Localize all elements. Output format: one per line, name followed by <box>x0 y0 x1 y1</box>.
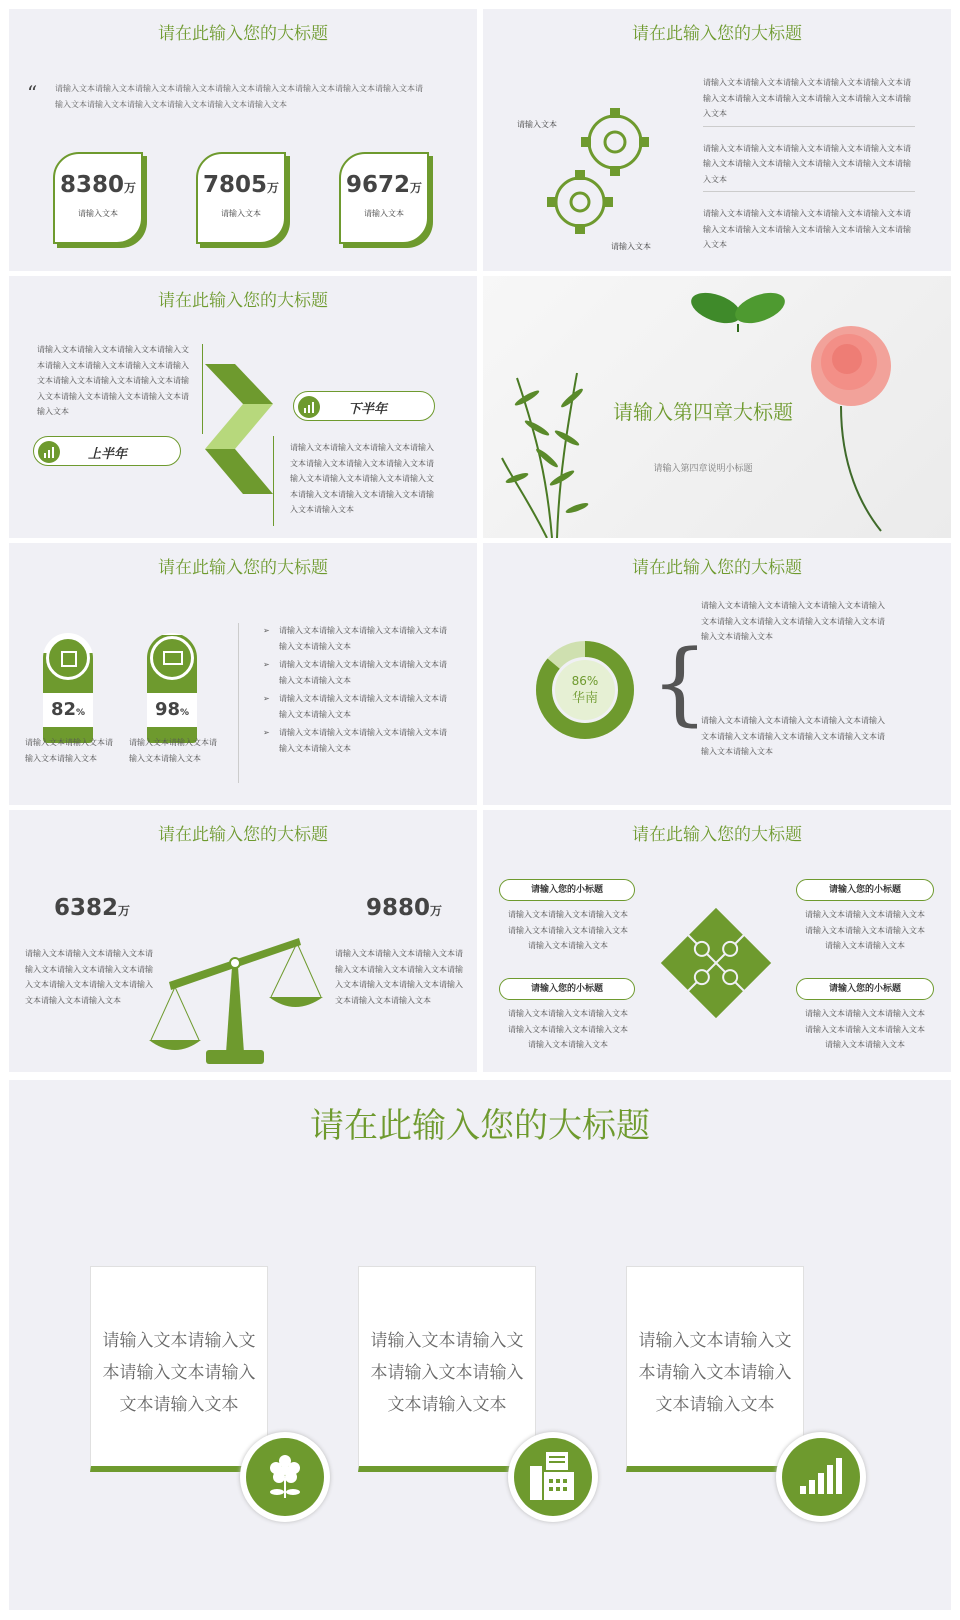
flower-icon <box>240 1432 330 1522</box>
right-text: 请输入文本请输入文本请输入文本请输入文本请输入文本请输入文本请输入文本请输入文本请输入文本请输入文本请输入文本请输入文本请输入文本请输入文本请输入文本请输入文本 <box>290 443 434 514</box>
chart-icon <box>37 440 61 464</box>
chart-icon <box>297 395 321 419</box>
text-top: 请输入文本请输入文本请输入文本请输入文本请输入文本请输入文本请输入文本请输入文本请输入文本请输入文本请输入文本 <box>701 601 885 641</box>
stat-unit: 万 <box>124 181 137 195</box>
list-item: ➢ 请输入文本请输入文本请输入文本请输入文本请输入文本请输入文本 <box>263 660 447 685</box>
slide-7 <box>9 810 477 1072</box>
left-text: 请输入文本请输入文本请输入文本请输入文本请输入文本请输入文本请输入文本请输入文本请输入文本请输入文本请输入文本请输入文本 <box>25 949 153 1005</box>
sub-text: 请输入文本请输入文本请输入文本请输入文本请输入文本请输入文本请输入文本请输入文本 <box>508 1009 628 1049</box>
text-bottom: 请输入文本请输入文本请输入文本请输入文本请输入文本请输入文本请输入文本请输入文本请输入文本请输入文本请输入文本 <box>701 716 885 756</box>
stat-label: 请输入文本 <box>364 209 404 218</box>
para-1: 请输入文本请输入文本请输入文本请输入文本请输入文本请输入文本请输入文本请输入文本请输入文本请输入文本请输入文本 <box>703 75 915 127</box>
first-half-label: 上半年 <box>88 447 128 462</box>
para-2: 请输入文本请输入文本请输入文本请输入文本请输入文本请输入文本请输入文本请输入文本请输入文本请输入文本请输入文本 <box>703 127 915 193</box>
stat-card-2 <box>196 152 286 244</box>
list-item: ➢ 请输入文本请输入文本请输入文本请输入文本请输入文本请输入文本 <box>263 728 447 753</box>
rose-icon <box>801 316 921 536</box>
slide-2 <box>483 9 951 271</box>
slide-title: 请在此输入您的大标题 <box>158 558 328 578</box>
list-item: ➢ 请输入文本请输入文本请输入文本请输入文本请输入文本请输入文本 <box>263 626 447 651</box>
right-number: 9880 <box>366 895 431 921</box>
left-number: 6382 <box>54 895 119 921</box>
fax-icon <box>508 1432 598 1522</box>
slide-title: 请在此输入您的大标题 <box>632 825 802 845</box>
sub-text: 请输入文本请输入文本请输入文本请输入文本请输入文本请输入文本请输入文本请输入文本 <box>805 910 925 950</box>
first-half-badge <box>33 436 181 466</box>
gears-icon <box>545 104 665 244</box>
second-half-badge <box>293 391 435 421</box>
puzzle-icon <box>655 902 777 1024</box>
stat-unit: 万 <box>267 181 280 195</box>
subtitle-pill: 请输入您的小标题 <box>796 879 934 901</box>
leaves-icon <box>688 284 788 334</box>
progress-pill-2 <box>147 633 197 743</box>
slide-1 <box>9 9 477 271</box>
rosemary-plant-icon <box>497 358 607 538</box>
stat-number: 9672 <box>345 172 410 198</box>
para-3: 请输入文本请输入文本请输入文本请输入文本请输入文本请输入文本请输入文本请输入文本请输入文本请输入文本请输入文本 <box>703 209 911 249</box>
big-slide-title: 请在此输入您的大标题 <box>310 1106 650 1146</box>
bullet-list <box>263 623 449 756</box>
right-unit: 万 <box>430 904 443 918</box>
progress-unit: % <box>76 708 86 718</box>
gear-label-top: 请输入文本 <box>517 120 557 129</box>
text-card-1 <box>90 1266 268 1472</box>
list-item: ➢ 请输入文本请输入文本请输入文本请输入文本请输入文本请输入文本 <box>263 694 447 719</box>
sub-text: 请输入文本请输入文本请输入文本请输入文本请输入文本请输入文本请输入文本请输入文本 <box>508 910 628 950</box>
bar-chart-icon <box>776 1432 866 1522</box>
gear-label-bottom: 请输入文本 <box>611 242 651 251</box>
stat-number: 8380 <box>59 172 124 198</box>
slide-title: 请在此输入您的大标题 <box>632 558 802 578</box>
slide-6 <box>483 543 951 805</box>
subtitle-pill: 请输入您的小标题 <box>499 879 635 901</box>
balance-scale-icon <box>149 935 339 1070</box>
slide-4 <box>483 276 951 538</box>
second-half-label: 下半年 <box>348 402 388 417</box>
stat-number: 7805 <box>202 172 267 198</box>
slide-title: 请在此输入您的大标题 <box>158 24 328 44</box>
safe-icon <box>46 636 90 680</box>
text-card-2 <box>358 1266 536 1472</box>
stat-unit: 万 <box>410 181 423 195</box>
quote-text: 请输入文本请输入文本请输入文本请输入文本请输入文本请输入文本请输入文本请输入文本请输入文本请输入文本请输入文本请输入文本请输入文本请输入文本请输入文本 <box>55 84 423 109</box>
progress-number: 98 <box>154 699 181 720</box>
progress-pill-1 <box>43 633 93 743</box>
stat-label: 请输入文本 <box>78 209 118 218</box>
presentation-icon <box>150 636 194 680</box>
text-card-3 <box>626 1266 804 1472</box>
subtitle-pill: 请输入您的小标题 <box>499 978 635 1000</box>
card-text: 请输入文本请输入文本请输入文本请输入文本请输入文本 <box>370 1331 524 1415</box>
subtitle-pill: 请输入您的小标题 <box>796 978 934 1000</box>
progress-number: 82 <box>50 699 77 720</box>
slide-title: 请在此输入您的大标题 <box>158 825 328 845</box>
slide-9 <box>9 1080 951 1610</box>
left-text: 请输入文本请输入文本请输入文本请输入文本请输入文本请输入文本请输入文本请输入文本请输入文本请输入文本请输入文本请输入文本请输入文本请输入文本请输入文本请输入文本 <box>37 345 189 416</box>
stat-card-3 <box>339 152 429 244</box>
slide-5 <box>9 543 477 805</box>
brace-icon: { <box>651 631 709 736</box>
chapter-subtitle: 请输入第四章说明小标题 <box>653 464 753 474</box>
percent-label: 86% <box>571 674 599 688</box>
caption-1: 请输入文本请输入文本请输入文本请输入文本 <box>25 738 113 763</box>
left-unit: 万 <box>118 904 131 918</box>
right-text: 请输入文本请输入文本请输入文本请输入文本请输入文本请输入文本请输入文本请输入文本请输入文本请输入文本请输入文本请输入文本 <box>335 949 463 1005</box>
stat-label: 请输入文本 <box>221 209 261 218</box>
slide-title: 请在此输入您的大标题 <box>632 24 802 44</box>
slide-8 <box>483 810 951 1072</box>
chapter-title: 请输入第四章大标题 <box>613 400 793 424</box>
slide-title: 请在此输入您的大标题 <box>158 291 328 311</box>
region-label: 华南 <box>571 691 598 706</box>
slide-3 <box>9 276 477 538</box>
sub-text: 请输入文本请输入文本请输入文本请输入文本请输入文本请输入文本请输入文本请输入文本 <box>805 1009 925 1049</box>
card-text: 请输入文本请输入文本请输入文本请输入文本请输入文本 <box>102 1331 256 1415</box>
caption-2: 请输入文本请输入文本请输入文本请输入文本 <box>129 738 217 763</box>
card-text: 请输入文本请输入文本请输入文本请输入文本请输入文本 <box>638 1331 792 1415</box>
zigzag-arrow-icon <box>205 364 275 504</box>
quote-icon: “ <box>27 81 38 105</box>
progress-unit: % <box>180 708 190 718</box>
stat-card-1 <box>53 152 143 244</box>
